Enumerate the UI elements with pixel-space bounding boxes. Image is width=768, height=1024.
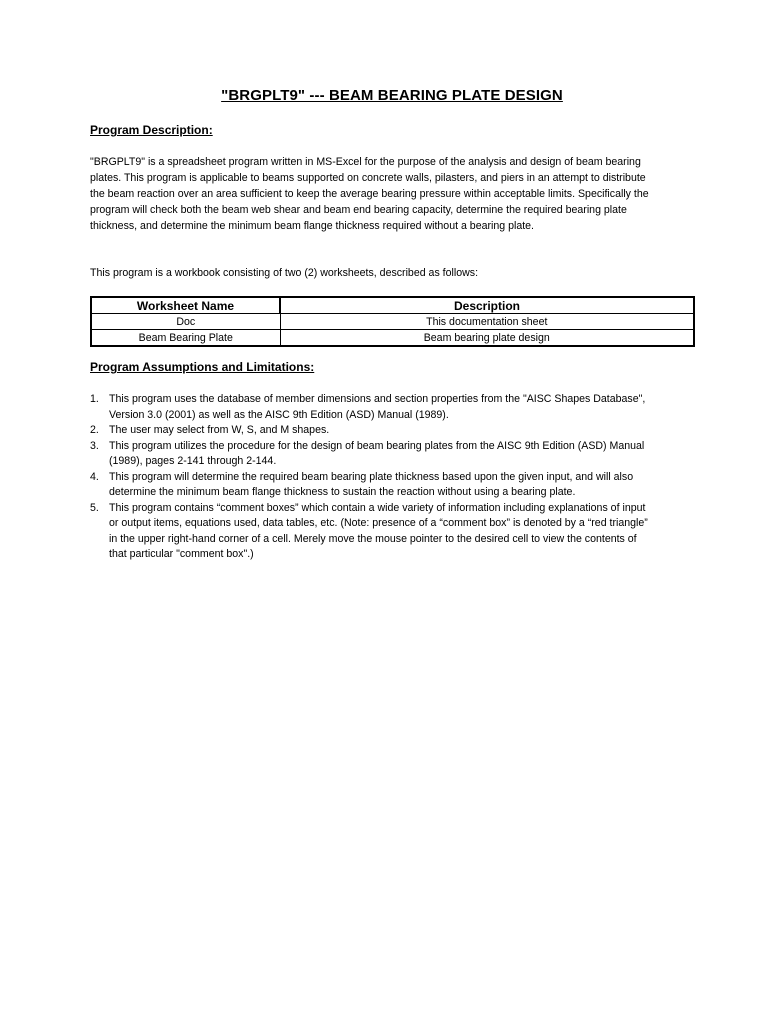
workbook-paragraph xyxy=(90,265,650,281)
table-row xyxy=(91,330,694,347)
table-header-description: Description xyxy=(280,297,694,314)
list-item-number: 5. xyxy=(90,501,99,514)
list-item-text: This program uses the database of member dimensions and section properties from the "AISC Shapes Database", Version 3.0 (2001) as well as the AISC 9th Edition (ASD) Manual (1989). xyxy=(109,393,646,421)
program-description-heading: Program Description: xyxy=(90,123,213,137)
list-item-number: 1. xyxy=(90,393,99,405)
table-cell-description: Beam bearing plate design xyxy=(280,330,694,347)
description-text: "BRGPLT9" is a spreadsheet program written in MS-Excel for the purpose of the analysis and design of beam bearing plates. This program is applicable to beams supported on concrete walls, pilasters, and piers in an attempt to distribute the beam reaction over an area sufficient to keep the average bearing pressure within acceptable limits. Specifically the program will check both the beam web shear and beam end bearing capacity, determine the required bearing plate thickness, and determine the minimum beam flange thickness required without a bearing plate. xyxy=(90,156,649,232)
table-cell-worksheet-name: Doc xyxy=(91,314,280,330)
table-header-worksheet-name: Worksheet Name xyxy=(91,297,280,314)
list-item xyxy=(90,392,650,423)
list-item-text: The user may select from W, S, and M shapes. xyxy=(109,424,330,436)
workbook-text: This program is a workbook consisting of two (2) worksheets, described as follows: xyxy=(90,267,479,279)
list-item xyxy=(90,423,650,439)
assumptions-list xyxy=(90,392,650,563)
table-cell-description: This documentation sheet xyxy=(280,314,694,330)
table-row xyxy=(91,314,694,330)
list-item xyxy=(90,470,650,501)
list-item xyxy=(90,439,650,470)
table-header-row xyxy=(91,297,694,314)
assumptions-heading: Program Assumptions and Limitations: xyxy=(90,360,315,374)
list-item-number: 2. xyxy=(90,424,99,436)
worksheet-table xyxy=(90,296,695,347)
list-item-text: This program utilizes the procedure for the design of beam bearing plates from the AISC 9th Edition (ASD) Manual (1989), pages 2-141 through 2-144. xyxy=(109,439,645,467)
list-item xyxy=(90,501,650,563)
table-cell-worksheet-name: Beam Bearing Plate xyxy=(91,330,280,347)
list-item-number: 4. xyxy=(90,470,99,483)
list-item-number: 3. xyxy=(90,439,99,452)
list-item-text: This program contains “comment boxes” which contain a wide variety of information including explanations of input or output items, equations used, data tables, etc. (Note: presence of a “comment box” is denoted by a “red triangle” in the upper right-hand corner of a cell. Merely move the mouse pointer to the desired cell to view the contents of that particular "comment box".) xyxy=(109,501,648,560)
document-title: "BRGPLT9" --- BEAM BEARING PLATE DESIGN xyxy=(221,87,563,104)
description-paragraph xyxy=(90,154,650,234)
list-item-text: This program will determine the required beam bearing plate thickness based upon the given input, and will also determine the minimum beam flange thickness to sustain the reaction without using a bearing plate. xyxy=(109,470,634,498)
